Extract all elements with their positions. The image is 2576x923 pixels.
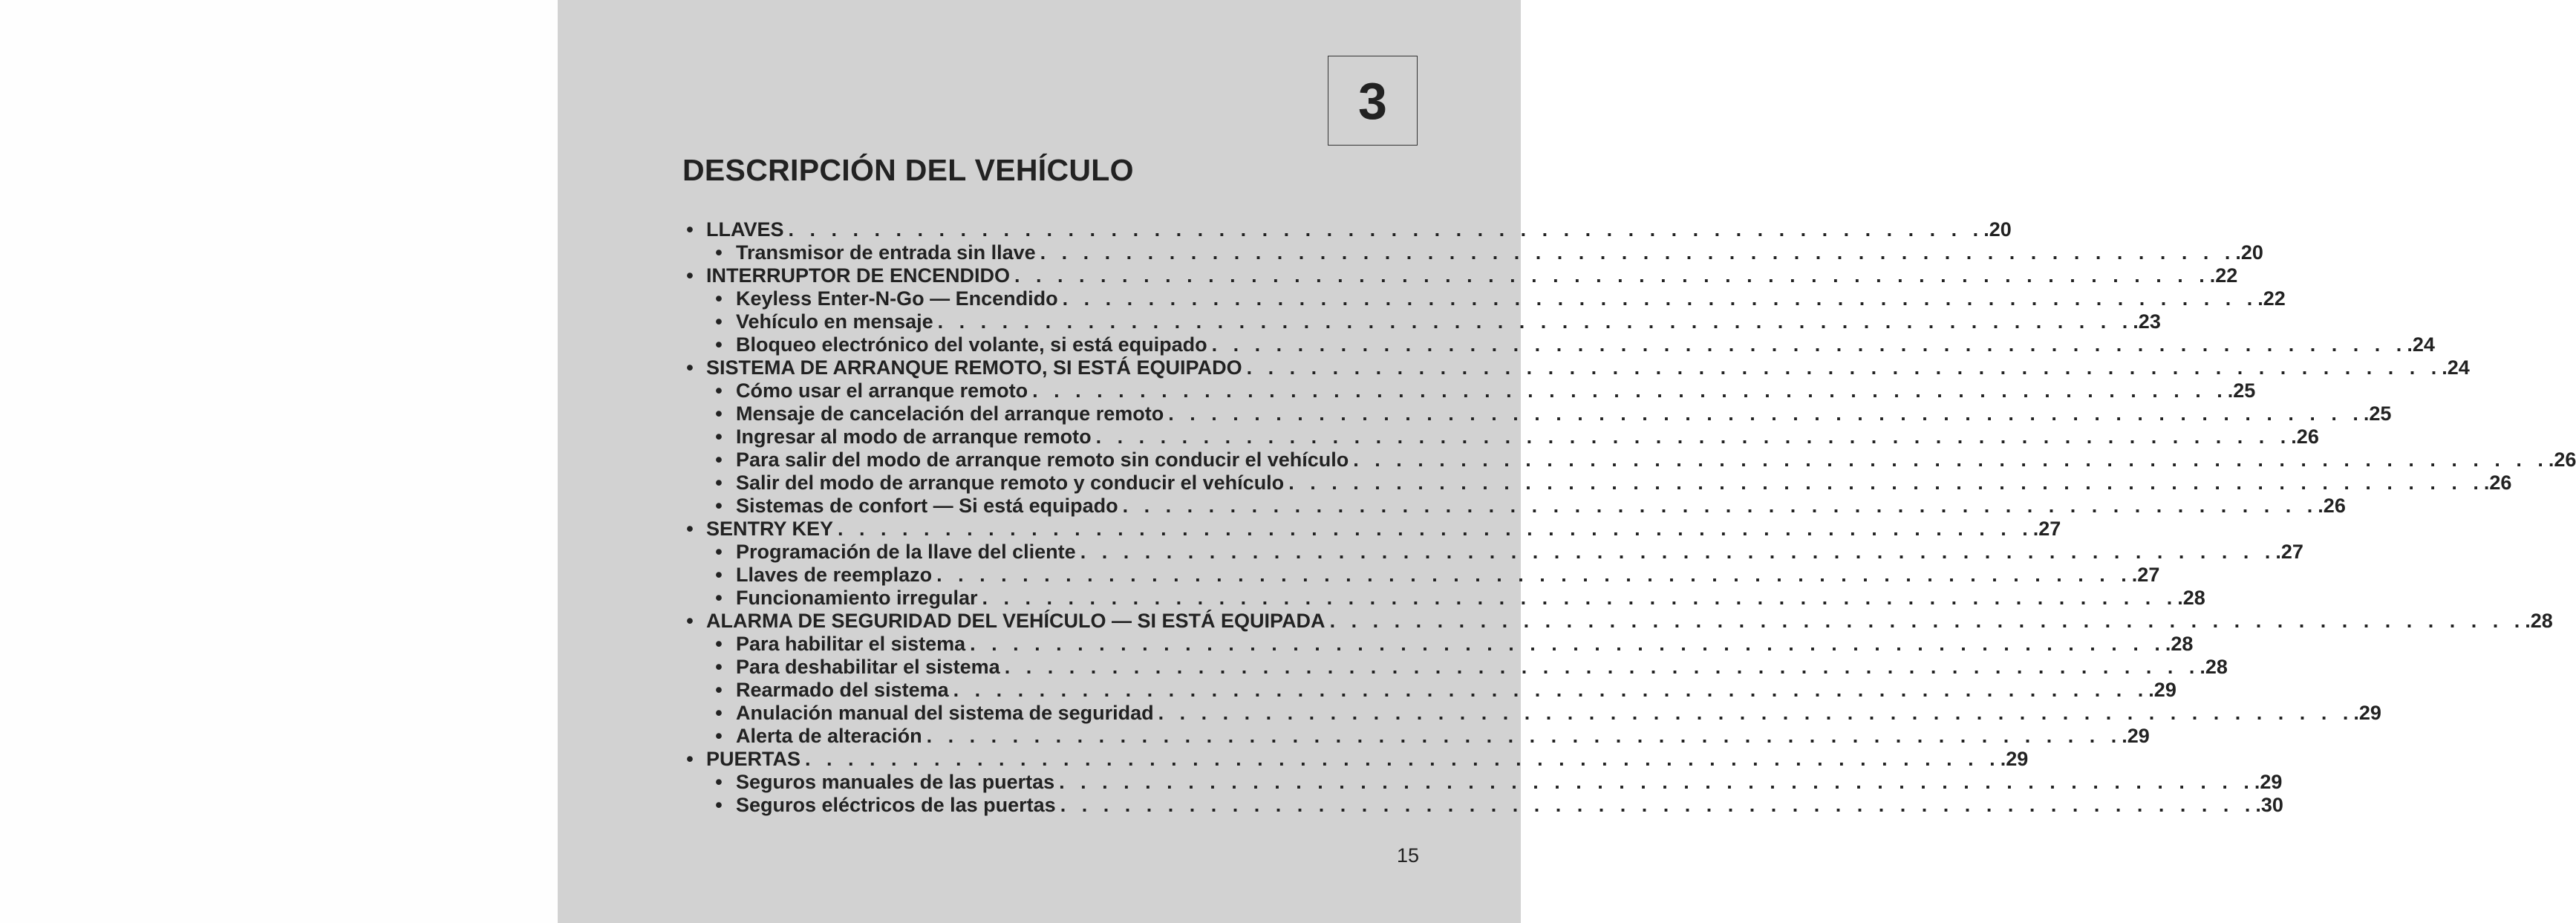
toc-entry-label: INTERRUPTOR DE ENCENDIDO [706,264,1011,287]
toc-entry-label: Para deshabilitar el sistema [736,656,1000,678]
toc-entry-page: .27 [2131,564,2160,586]
bullet-icon: • [715,541,723,563]
bullet-icon: • [686,610,694,632]
toc-entry-page: .28 [2177,587,2205,609]
toc-entry-label: PUERTAS [706,748,801,770]
toc-entry[interactable] [682,518,2061,541]
toc-entry[interactable] [682,587,2205,610]
toc-entry-label: LLAVES [706,218,784,241]
toc-entry[interactable] [682,771,2283,794]
toc-entry-label: Llaves de reemplazo [736,564,933,586]
chapter-number-box: 3 [1328,56,1418,146]
toc-entry-label: Seguros eléctricos de las puertas [736,794,1056,816]
toc-entry-page: .20 [1983,218,2012,241]
toc-entry[interactable] [682,264,2238,287]
toc-entry-page: .29 [2122,725,2150,747]
toc-leader-dots: . . . . . . . . . . . . . . . . . . . . . . . . . . . . . . . . . . . . . . . . . . . . . . . . . . . . . . . . [1062,287,2258,310]
toc-leader-dots: . . . . . . . . . . . . . . . . . . . . . . . . . . . . . . . . . . . . . . . . . . . . . . . . . . . . . . . . [838,518,2033,540]
bullet-icon: • [686,518,694,540]
toc-entry[interactable] [682,287,2286,310]
toc-leader-dots: . . . . . . . . . . . . . . . . . . . . . . . . . . . . . . . . . . . . . . . . . . . . . . . . . . . . . . . . [937,310,2133,333]
toc-leader-dots: . . . . . . . . . . . . . . . . . . . . . . . . . . . . . . . . . . . . . . . . . . . . . . . . . . . . . . . . [982,587,2178,609]
toc-leader-dots: . . . . . . . . . . . . . . . . . . . . . . . . . . . . . . . . . . . . . . . . . . . . . . . . . . . . . . . . [1168,402,2364,425]
toc-entry[interactable] [682,794,2283,817]
toc-entry[interactable] [682,425,2319,449]
toc-leader-dots: . . . . . . . . . . . . . . . . . . . . . . . . . . . . . . . . . . . . . . . . . . . . . . . . . . . . . . . . [1004,656,2200,678]
toc-entry-label: Para salir del modo de arranque remoto sin conducir el vehículo [736,449,1349,471]
toc-leader-dots: . . . . . . . . . . . . . . . . . . . . . . . . . . . . . . . . . . . . . . . . . . . . . . . . . . . . . . . . [1158,702,2354,724]
bullet-icon: • [715,771,723,793]
page-number: 15 [1396,844,1419,867]
toc-entry[interactable] [682,633,2194,656]
toc-entry[interactable] [682,218,2012,241]
toc-leader-dots: . . . . . . . . . . . . . . . . . . . . . . . . . . . . . . . . . . . . . . . . . . . . . . . . . . . . . . . . [1246,356,2442,379]
toc-entry[interactable] [682,564,2160,587]
toc-leader-dots: . . . . . . . . . . . . . . . . . . . . . . . . . . . . . . . . . . . . . . . . . . . . . . . . . . . . . . . . [1211,333,2407,356]
toc-leader-dots: . . . . . . . . . . . . . . . . . . . . . . . . . . . . . . . . . . . . . . . . . . . . . . . . . . . . . . . . [1060,794,2256,816]
toc-leader-dots: . . . . . . . . . . . . . . . . . . . . . . . . . . . . . . . . . . . . . . . . . . . . . . . . . . . . . . . . [1095,425,2292,448]
toc-entry-page: .29 [2254,771,2283,793]
toc-entry-page: .29 [2000,748,2029,770]
toc-entry-label: ALARMA DE SEGURIDAD DEL VEHÍCULO — SI ESTÁ EQUIPADA [706,610,1326,632]
toc-entry-label: Sistemas de confort — Si está equipado [736,495,1118,517]
toc-entry-page: .30 [2255,794,2283,816]
bullet-icon: • [715,402,723,425]
toc-entry-page: .28 [2525,610,2553,632]
bullet-icon: • [715,449,723,471]
toc-entry-page: .27 [2032,518,2061,540]
toc-entry-label: Programación de la llave del cliente [736,541,1076,563]
toc-leader-dots: . . . . . . . . . . . . . . . . . . . . . . . . . . . . . . . . . . . . . . . . . . . . . . . . . . . . . . . . [1288,472,2484,494]
bullet-icon: • [715,287,723,310]
toc-leader-dots: . . . . . . . . . . . . . . . . . . . . . . . . . . . . . . . . . . . . . . . . . . . . . . . . . . . . . . . . [805,748,2001,770]
toc-entry-label: Mensaje de cancelación del arranque remoto [736,402,1164,425]
toc-entry-page: .24 [2442,356,2470,379]
toc-entry[interactable] [682,679,2176,702]
toc-entry-label: Cómo usar el arranque remoto [736,379,1028,402]
toc-entry-page: .20 [2235,241,2263,264]
bullet-icon: • [715,679,723,701]
table-of-contents [682,218,2576,817]
toc-leader-dots: . . . . . . . . . . . . . . . . . . . . . . . . . . . . . . . . . . . . . . . . . . . . . . . . . . . . . . . . [1080,541,2276,563]
toc-leader-dots: . . . . . . . . . . . . . . . . . . . . . . . . . . . . . . . . . . . . . . . . . . . . . . . . . . . . . . . . [1353,449,2549,471]
toc-entry-label: Keyless Enter-N-Go — Encendido [736,287,1058,310]
toc-entry-page: .22 [2209,264,2238,287]
toc-entry-page: .25 [2227,379,2256,402]
toc-entry-label: Ingresar al modo de arranque remoto [736,425,1092,448]
bullet-icon: • [715,564,723,586]
toc-entry-page: .22 [2257,287,2286,310]
toc-entry[interactable] [682,656,2228,679]
toc-leader-dots: . . . . . . . . . . . . . . . . . . . . . . . . . . . . . . . . . . . . . . . . . . . . . . . . . . . . . . . . [1032,379,2228,402]
toc-leader-dots: . . . . . . . . . . . . . . . . . . . . . . . . . . . . . . . . . . . . . . . . . . . . . . . . . . . . . . . . [788,218,1984,241]
bullet-icon: • [686,356,694,379]
toc-entry[interactable] [682,379,2256,402]
toc-entry-label: Anulación manual del sistema de seguridad [736,702,1154,724]
bullet-icon: • [715,794,723,816]
toc-entry-label: Rearmado del sistema [736,679,949,701]
bullet-icon: • [686,264,694,287]
toc-entry-label: Salir del modo de arranque remoto y conducir el vehículo [736,472,1285,494]
toc-entry-page: .28 [2200,656,2228,678]
bullet-icon: • [686,218,694,241]
toc-entry-page: .24 [2407,333,2435,356]
toc-entry-label: Para habilitar el sistema [736,633,966,655]
toc-entry-label: Transmisor de entrada sin llave [736,241,1036,264]
bullet-icon: • [715,241,723,264]
toc-entry-label: SISTEMA DE ARRANQUE REMOTO, SI ESTÁ EQUIPADO [706,356,1242,379]
toc-entry-page: .26 [2291,425,2319,448]
toc-leader-dots: . . . . . . . . . . . . . . . . . . . . . . . . . . . . . . . . . . . . . . . . . . . . . . . . . . . . . . . . [970,633,2165,655]
bullet-icon: • [715,310,723,333]
bullet-icon: • [715,656,723,678]
bullet-icon: • [686,748,694,770]
toc-entry-label: Seguros manuales de las puertas [736,771,1055,793]
toc-leader-dots: . . . . . . . . . . . . . . . . . . . . . . . . . . . . . . . . . . . . . . . . . . . . . . . . . . . . . . . . [1122,495,2318,517]
toc-entry[interactable] [682,702,2381,725]
bullet-icon: • [715,472,723,494]
toc-entry-page: .29 [2148,679,2176,701]
toc-entry[interactable] [682,241,2263,264]
toc-entry[interactable] [682,356,2470,379]
toc-entry-label: SENTRY KEY [706,518,834,540]
bullet-icon: • [715,425,723,448]
toc-entry[interactable] [682,402,2392,425]
toc-entry[interactable] [682,472,2512,495]
toc-entry-page: .23 [2133,310,2161,333]
bullet-icon: • [715,702,723,724]
bullet-icon: • [715,495,723,517]
toc-leader-dots: . . . . . . . . . . . . . . . . . . . . . . . . . . . . . . . . . . . . . . . . . . . . . . . . . . . . . . . . [953,679,2149,701]
toc-entry[interactable] [682,541,2303,564]
toc-entry[interactable] [682,748,2029,771]
blank-left-page [0,0,558,923]
toc-leader-dots: . . . . . . . . . . . . . . . . . . . . . . . . . . . . . . . . . . . . . . . . . . . . . . . . . . . . . . . . [1040,241,2236,264]
toc-entry[interactable] [682,610,2553,633]
toc-entry[interactable] [682,310,2161,333]
toc-entry-page: .28 [2165,633,2194,655]
toc-leader-dots: . . . . . . . . . . . . . . . . . . . . . . . . . . . . . . . . . . . . . . . . . . . . . . . . . . . . . . . . [936,564,2132,586]
toc-entry[interactable] [682,495,2346,518]
toc-entry-page: .27 [2275,541,2303,563]
bullet-icon: • [715,587,723,609]
toc-entry-page: .25 [2363,402,2392,425]
toc-leader-dots: . . . . . . . . . . . . . . . . . . . . . . . . . . . . . . . . . . . . . . . . . . . . . . . . . . . . . . . . [926,725,2122,747]
toc-entry-label: Vehículo en mensaje [736,310,933,333]
toc-entry[interactable] [682,333,2435,356]
toc-leader-dots: . . . . . . . . . . . . . . . . . . . . . . . . . . . . . . . . . . . . . . . . . . . . . . . . . . . . . . . . [1014,264,2210,287]
bullet-icon: • [715,633,723,655]
toc-entry-label: Alerta de alteración [736,725,922,747]
toc-entry-page: .29 [2353,702,2381,724]
toc-entry-page: .26 [2548,449,2576,471]
toc-entry[interactable] [682,725,2150,748]
toc-entry-page: .26 [2483,472,2512,494]
toc-entry-label: Bloqueo electrónico del volante, si está equipado [736,333,1207,356]
toc-entry-page: .26 [2318,495,2346,517]
bullet-icon: • [715,333,723,356]
bullet-icon: • [715,379,723,402]
bullet-icon: • [715,725,723,747]
toc-entry[interactable] [682,449,2576,472]
toc-leader-dots: . . . . . . . . . . . . . . . . . . . . . . . . . . . . . . . . . . . . . . . . . . . . . . . . . . . . . . . . [1329,610,2526,632]
toc-leader-dots: . . . . . . . . . . . . . . . . . . . . . . . . . . . . . . . . . . . . . . . . . . . . . . . . . . . . . . . . [1059,771,2254,793]
section-title: DESCRIPCIÓN DEL VEHÍCULO [682,153,1134,187]
toc-entry-label: Funcionamiento irregular [736,587,978,609]
